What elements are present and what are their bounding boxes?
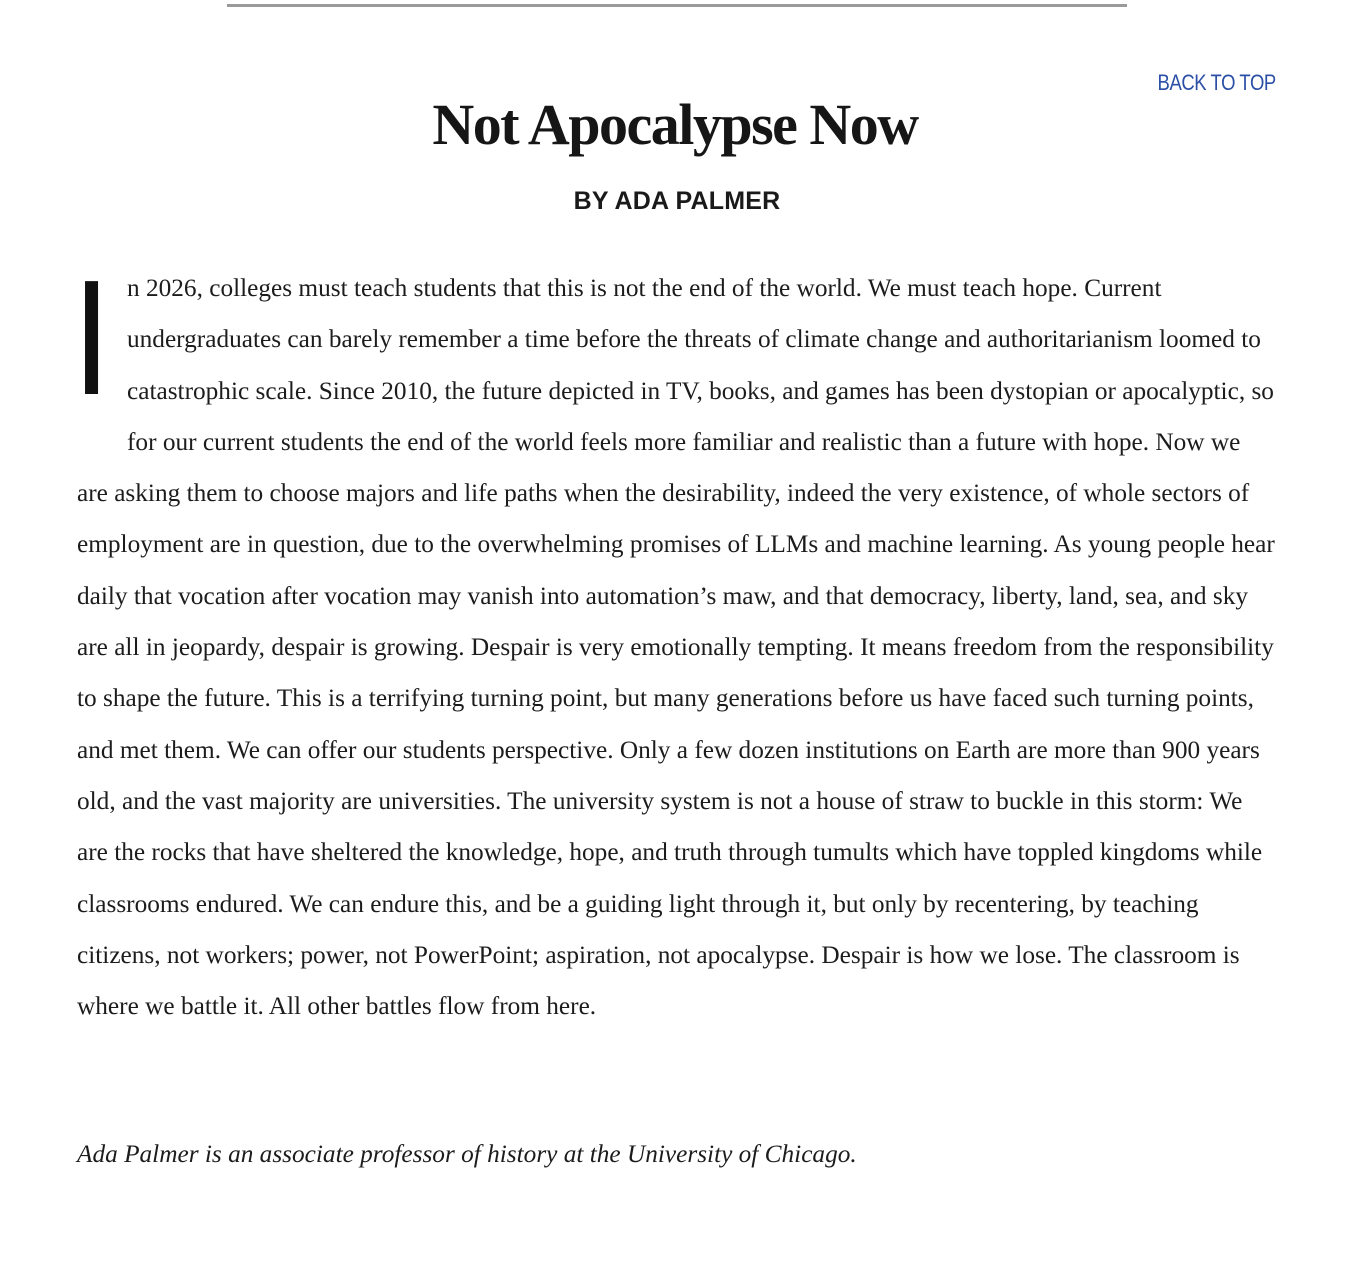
article-byline: BY ADA PALMER — [573, 187, 781, 215]
top-divider — [227, 4, 1127, 7]
author-note: Ada Palmer is an associate professor of history at the University of Chicago. — [77, 1140, 857, 1168]
drop-cap: I — [79, 246, 105, 429]
article-title: Not Apocalypse Now — [432, 92, 918, 157]
article-body-text: n 2026, colleges must teach students that this is not the end of the world. We must teach hope. Current undergraduates can barely remember a time before the threats of climate change and authoritarianism loomed to catastrophic scale. Since 2010, the future depicted in TV, books, and games has been dystopian or apocalyptic, so for our current students the end of the world feels more familiar and realistic than a future with hope. Now we are asking them to choose majors and life paths when the desirability, indeed the very existence, of whole sectors of employment are in question, due to the overwhelming promises of LLMs and machine learning. As young people hear daily that vocation after vocation may vanish into automation’s maw, and that democracy, liberty, land, sea, and sky are all in jeopardy, despair is growing. Despair is very emotionally tempting. It means freedom from the responsibility to shape the future. This is a terrifying turning point, but many generations before us have faced such turning points, and met them. We can offer our students perspective. Only a few dozen institutions on Earth are more than 900 years old, and the vast majority are universities. The university system is not a house of straw to buckle in this storm: We are the rocks that have sheltered the knowledge, hope, and truth through tumults which have toppled kingdoms while classrooms endured. We can endure this, and be a guiding light through it, but only by recentering, by teaching citizens, not workers; power, not PowerPoint; aspiration, not apocalypse. Despair is how we lose. The classroom is where we battle it. All other battles flow from here. — [77, 274, 1275, 1021]
back-to-top-link[interactable]: BACK TO TOP — [1157, 70, 1276, 95]
article-body — [77, 246, 1277, 1032]
